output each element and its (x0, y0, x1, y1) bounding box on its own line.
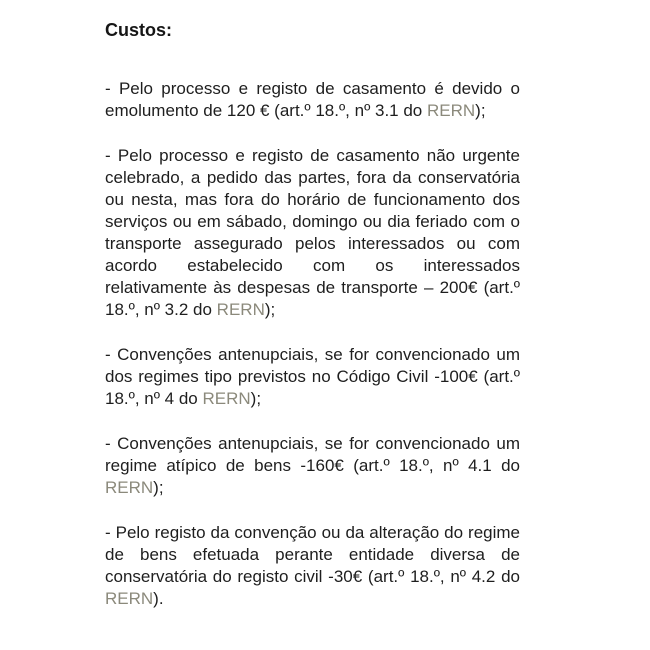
cost-paragraph (105, 522, 520, 610)
paragraph-text: ); (264, 300, 276, 319)
rern-link[interactable]: RERN (202, 389, 251, 408)
paragraph-text: - Pelo registo da convenção ou da alteração do regime de bens efetuada perante entidade diversa de conservatória do registo civil -30€ (art.º 18.º, nº 4.2 do (105, 523, 520, 586)
rern-link[interactable]: RERN (105, 589, 154, 608)
paragraph-text: ); (475, 101, 486, 120)
cost-paragraph (105, 78, 520, 122)
rern-link[interactable]: RERN (427, 101, 476, 120)
cost-paragraph (105, 344, 520, 410)
rern-link[interactable]: RERN (105, 478, 154, 497)
page-title: Custos: (105, 20, 172, 40)
paragraph-text: ). (153, 589, 164, 608)
paragraph-text: ); (250, 389, 262, 408)
paragraph-text: - Convenções antenupciais, se for convencionado um dos regimes tipo previstos no Código Civil -100€ (art.º 18.º, nº 4 do (105, 345, 520, 408)
paragraph-text: - Convenções antenupciais, se for convencionado um regime atípico de bens -160€ (art.º 18.º, nº 4.1 do (105, 434, 520, 475)
cost-paragraph (105, 145, 520, 321)
cost-paragraph (105, 433, 520, 499)
cost-list (105, 78, 520, 610)
paragraph-text: ); (153, 478, 164, 497)
paragraph-text: - Pelo processo e registo de casamento é devido o emolumento de 120 € (art.º 18.º, nº 3.1 do (105, 79, 520, 120)
rern-link[interactable]: RERN (216, 300, 265, 319)
paragraph-text: - Pelo processo e registo de casamento não urgente celebrado, a pedido das partes, fora da conservatória ou nesta, mas fora do horário de funcionamento dos serviços ou em sábado, domingo ou dia feriado com o transporte assegurado pelos interessados ou com acordo estabelecido com os interessados relativamente às despesas de transporte – 200€ (art.º 18.º, nº 3.2 do (105, 146, 520, 319)
